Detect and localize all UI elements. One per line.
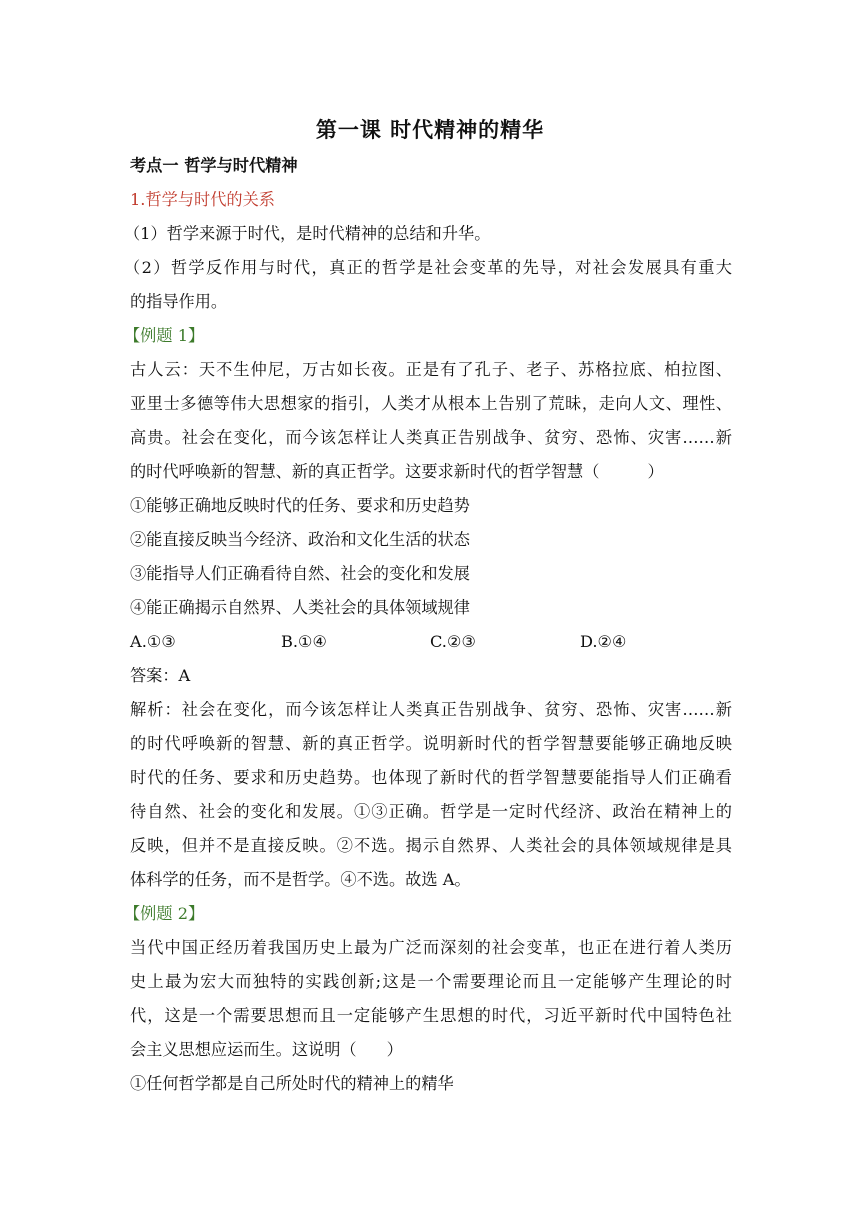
analysis-line: 的时代呼唤新的智慧、新的真正哲学。说明新时代的哲学智慧要能够正确地反映 (130, 734, 732, 753)
point-2-line-1: （2）哲学反作用与时代，真正的哲学是社会变革的先导，对社会发展具有重大 (124, 258, 732, 277)
topic-heading: 考点一 哲学与时代精神 (130, 156, 298, 175)
example-1-label: 【例题 1】 (124, 326, 205, 345)
option-d: D.②④ (580, 632, 627, 651)
analysis-line: 体科学的任务，而不是哲学。④不选。故选 A。 (130, 870, 471, 889)
example-2-label: 【例题 2】 (124, 904, 205, 923)
point-1: （1）哲学来源于时代，是时代精神的总结和升华。 (124, 224, 491, 243)
analysis-line: 反映，但并不是直接反映。②不选。揭示自然界、人类社会的具体领域规律是具 (130, 836, 732, 855)
example-2-stem-text: 会主义思想应运而生。这说明（ (130, 1040, 357, 1059)
example-1-item: ②能直接反映当今经济、政治和文化生活的状态 (130, 530, 470, 549)
example-1-stem-line (130, 461, 732, 483)
example-2-stem-close: ） (386, 1040, 403, 1059)
example-1-item: ④能正确揭示自然界、人类社会的具体领域规律 (130, 598, 470, 617)
option-b: B.①④ (281, 632, 328, 651)
example-1-item: ③能指导人们正确看待自然、社会的变化和发展 (130, 564, 470, 583)
example-2-stem-line: 代，这是一个需要思想而且一定能够产生思想的时代，习近平新时代中国特色社 (130, 1006, 732, 1025)
option-a: A.①③ (130, 632, 176, 651)
analysis-line: 待自然、社会的变化和发展。①③正确。哲学是一定时代经济、政治在精神上的 (130, 802, 732, 821)
section-heading: 1.哲学与时代的关系 (130, 190, 275, 209)
example-1-stem-text: 的时代呼唤新的智慧、新的真正哲学。这要求新时代的哲学智慧（ (130, 462, 600, 481)
example-1-stem-line: 亚里士多德等伟大思想家的指引，人类才从根本上告别了荒昧，走向人文、理性、 (130, 394, 732, 413)
example-1-stem-line: 高贵。社会在变化，而今该怎样让人类真正告别战争、贫穷、恐怖、灾害……新 (130, 428, 732, 447)
example-1-stem-line: 古人云：天不生仲尼，万古如长夜。正是有了孔子、老子、苏格拉底、柏拉图、 (130, 360, 732, 379)
example-1-stem-close: ） (647, 462, 664, 481)
point-2-line-2: 的指导作用。 (130, 292, 228, 311)
example-1-item: ①能够正确地反映时代的任务、要求和历史趋势 (130, 496, 470, 515)
analysis-line: 解析：社会在变化，而今该怎样让人类真正告别战争、贫穷、恐怖、灾害……新 (130, 700, 732, 719)
analysis-line: 时代的任务、要求和历史趋势。也体现了新时代的哲学智慧要能指导人们正确看 (130, 768, 732, 787)
example-2-item: ①任何哲学都是自己所处时代的精神上的精华 (130, 1074, 454, 1093)
example-1-answer: 答案：A (130, 666, 191, 685)
example-2-stem-line: 当代中国正经历着我国历史上最为广泛而深刻的社会变革，也正在进行着人类历 (130, 938, 732, 957)
example-2-stem-line: 史上最为宏大而独特的实践创新;这是一个需要理论而且一定能够产生理论的时 (130, 972, 732, 991)
option-c: C.②③ (430, 632, 476, 651)
lesson-title: 第一课 时代精神的精华 (315, 118, 545, 142)
example-2-stem-line (130, 1039, 732, 1061)
